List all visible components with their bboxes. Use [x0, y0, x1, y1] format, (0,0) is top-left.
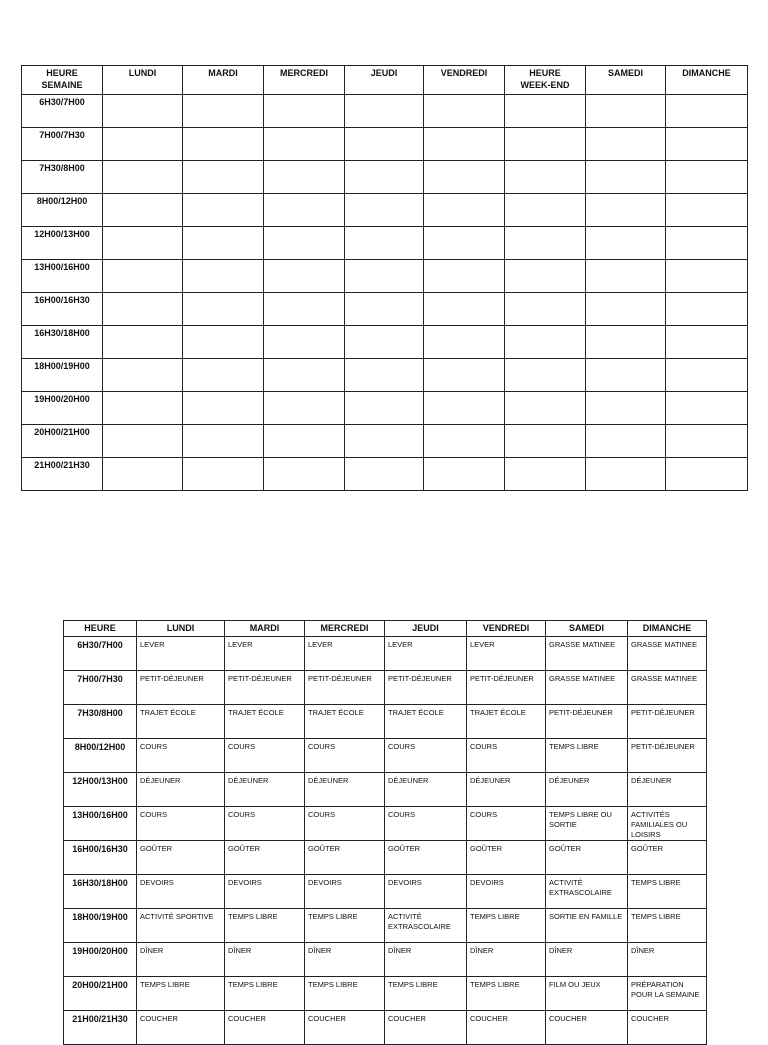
empty-cell [264, 293, 345, 326]
table-row [22, 293, 748, 326]
table-row [64, 705, 707, 739]
activity-cell: TRAJET ÉCOLE [137, 705, 225, 739]
activity-cell: GOÛTER [385, 841, 467, 875]
activity-cell: DÉJEUNER [137, 773, 225, 807]
empty-cell [424, 392, 505, 425]
activity-cell: ACTIVITÉS FAMILIALES OU LOISIRS [628, 807, 707, 841]
activity-cell: PETIT-DÉJEUNER [305, 671, 385, 705]
activity-cell: COURS [225, 807, 305, 841]
time-slot-cell: 7H30/8H00 [64, 705, 137, 739]
activity-cell: COUCHER [385, 1011, 467, 1045]
table-row [64, 841, 707, 875]
empty-cell [103, 293, 183, 326]
time-slot-cell: 12H00/13H00 [64, 773, 137, 807]
empty-cell [586, 161, 666, 194]
activity-cell: DÎNER [137, 943, 225, 977]
column-header: JEUDI [385, 621, 467, 637]
activity-cell: LEVER [305, 637, 385, 671]
activity-cell: GOÛTER [546, 841, 628, 875]
empty-cell [505, 425, 586, 458]
empty-cell [103, 128, 183, 161]
table-header-row [64, 621, 707, 637]
empty-cell [264, 425, 345, 458]
activity-cell: DEVOIRS [137, 875, 225, 909]
activity-cell: GRASSE MATINEE [628, 671, 707, 705]
empty-cell [345, 227, 424, 260]
time-slot-cell: 18H00/19H00 [64, 909, 137, 943]
table-row [64, 909, 707, 943]
activity-cell: GOÛTER [467, 841, 546, 875]
activity-cell: DEVOIRS [385, 875, 467, 909]
empty-cell [424, 326, 505, 359]
activity-cell: COURS [385, 807, 467, 841]
empty-cell [505, 95, 586, 128]
activity-cell: DÉJEUNER [385, 773, 467, 807]
activity-cell: DÉJEUNER [305, 773, 385, 807]
activity-cell: PRÉPARATION POUR LA SEMAINE [628, 977, 707, 1011]
empty-cell [586, 227, 666, 260]
blank-weekly-schedule-table [21, 65, 748, 491]
column-header: MERCREDI [305, 621, 385, 637]
empty-cell [183, 293, 264, 326]
empty-cell [345, 161, 424, 194]
empty-cell [264, 359, 345, 392]
empty-cell [586, 392, 666, 425]
time-slot-cell: 20H00/21H00 [22, 425, 103, 458]
time-slot-cell: 6H30/7H00 [22, 95, 103, 128]
activity-cell: TEMPS LIBRE [628, 875, 707, 909]
empty-cell [586, 293, 666, 326]
filled-weekly-schedule-table [63, 620, 707, 1045]
table-row [22, 425, 748, 458]
activity-cell: TEMPS LIBRE [467, 977, 546, 1011]
column-header: VENDREDI [467, 621, 546, 637]
activity-cell: GRASSE MATINEE [546, 671, 628, 705]
empty-cell [505, 194, 586, 227]
activity-cell: COURS [225, 739, 305, 773]
column-header: HEURE SEMAINE [22, 66, 103, 95]
time-slot-cell: 6H30/7H00 [64, 637, 137, 671]
empty-cell [264, 260, 345, 293]
activity-cell: TRAJET ÉCOLE [467, 705, 546, 739]
activity-cell: TRAJET ÉCOLE [385, 705, 467, 739]
empty-cell [183, 227, 264, 260]
time-slot-cell: 21H00/21H30 [64, 1011, 137, 1045]
empty-cell [505, 260, 586, 293]
activity-cell: PETIT-DÉJEUNER [628, 739, 707, 773]
time-slot-cell: 7H00/7H30 [22, 128, 103, 161]
table-row [22, 161, 748, 194]
empty-cell [345, 425, 424, 458]
empty-cell [586, 95, 666, 128]
empty-cell [424, 359, 505, 392]
activity-cell: TRAJET ÉCOLE [225, 705, 305, 739]
empty-cell [264, 95, 345, 128]
empty-cell [103, 194, 183, 227]
empty-cell [424, 293, 505, 326]
table-row [22, 128, 748, 161]
empty-cell [666, 425, 748, 458]
table-row [64, 977, 707, 1011]
time-slot-cell: 8H00/12H00 [22, 194, 103, 227]
activity-cell: TEMPS LIBRE [137, 977, 225, 1011]
empty-cell [183, 458, 264, 491]
empty-cell [505, 392, 586, 425]
empty-cell [103, 359, 183, 392]
column-header: DIMANCHE [666, 66, 748, 95]
activity-cell: LEVER [385, 637, 467, 671]
empty-cell [505, 458, 586, 491]
empty-cell [103, 227, 183, 260]
empty-cell [183, 359, 264, 392]
activity-cell: PETIT-DÉJEUNER [467, 671, 546, 705]
empty-cell [586, 260, 666, 293]
activity-cell: LEVER [137, 637, 225, 671]
empty-cell [264, 161, 345, 194]
empty-cell [586, 359, 666, 392]
empty-cell [424, 425, 505, 458]
empty-cell [424, 227, 505, 260]
empty-cell [586, 326, 666, 359]
table-row [22, 95, 748, 128]
empty-cell [505, 326, 586, 359]
activity-cell: DÎNER [225, 943, 305, 977]
activity-cell: ACTIVITÉ EXTRASCOLAIRE [546, 875, 628, 909]
activity-cell: COURS [385, 739, 467, 773]
empty-cell [586, 194, 666, 227]
activity-cell: COURS [467, 739, 546, 773]
column-header: SAMEDI [586, 66, 666, 95]
empty-cell [264, 458, 345, 491]
activity-cell: TEMPS LIBRE [305, 977, 385, 1011]
table-row [22, 392, 748, 425]
empty-cell [345, 293, 424, 326]
empty-cell [183, 326, 264, 359]
activity-cell: DÎNER [546, 943, 628, 977]
empty-cell [666, 227, 748, 260]
empty-cell [183, 128, 264, 161]
table-row [64, 943, 707, 977]
table-row [64, 739, 707, 773]
activity-cell: DEVOIRS [467, 875, 546, 909]
activity-cell: ACTIVITÉ SPORTIVE [137, 909, 225, 943]
time-slot-cell: 19H00/20H00 [64, 943, 137, 977]
activity-cell: TEMPS LIBRE OU SORTIE [546, 807, 628, 841]
empty-cell [666, 194, 748, 227]
column-header: JEUDI [345, 66, 424, 95]
table-row [22, 359, 748, 392]
time-slot-cell: 16H00/16H30 [22, 293, 103, 326]
empty-cell [345, 260, 424, 293]
column-header: MARDI [225, 621, 305, 637]
empty-cell [666, 161, 748, 194]
activity-cell: DÎNER [467, 943, 546, 977]
empty-cell [666, 260, 748, 293]
activity-cell: COURS [137, 807, 225, 841]
empty-cell [264, 128, 345, 161]
activity-cell: COURS [467, 807, 546, 841]
empty-cell [505, 293, 586, 326]
column-header: HEURE WEEK-END [505, 66, 586, 95]
activity-cell: PETIT-DÉJEUNER [546, 705, 628, 739]
empty-cell [264, 194, 345, 227]
activity-cell: DEVOIRS [305, 875, 385, 909]
activity-cell: COURS [137, 739, 225, 773]
activity-cell: GRASSE MATINEE [628, 637, 707, 671]
activity-cell: COUCHER [546, 1011, 628, 1045]
empty-cell [505, 359, 586, 392]
empty-cell [586, 425, 666, 458]
activity-cell: TEMPS LIBRE [305, 909, 385, 943]
time-slot-cell: 16H00/16H30 [64, 841, 137, 875]
activity-cell: COUCHER [628, 1011, 707, 1045]
time-slot-cell: 13H00/16H00 [22, 260, 103, 293]
time-slot-cell: 16H30/18H00 [64, 875, 137, 909]
activity-cell: LEVER [467, 637, 546, 671]
time-slot-cell: 18H00/19H00 [22, 359, 103, 392]
activity-cell: SORTIE EN FAMILLE [546, 909, 628, 943]
empty-cell [345, 392, 424, 425]
time-slot-cell: 12H00/13H00 [22, 227, 103, 260]
activity-cell: COURS [305, 739, 385, 773]
activity-cell: GOÛTER [225, 841, 305, 875]
activity-cell: ACTIVITÉ EXTRASCOLAIRE [385, 909, 467, 943]
empty-cell [424, 128, 505, 161]
activity-cell: TEMPS LIBRE [385, 977, 467, 1011]
activity-cell: TEMPS LIBRE [225, 909, 305, 943]
empty-cell [586, 458, 666, 491]
time-slot-cell: 20H00/21H00 [64, 977, 137, 1011]
activity-cell: TEMPS LIBRE [546, 739, 628, 773]
column-header: LUNDI [137, 621, 225, 637]
time-slot-cell: 16H30/18H00 [22, 326, 103, 359]
activity-cell: COUCHER [467, 1011, 546, 1045]
activity-cell: LEVER [225, 637, 305, 671]
activity-cell: GOÛTER [305, 841, 385, 875]
time-slot-cell: 21H00/21H30 [22, 458, 103, 491]
empty-cell [345, 359, 424, 392]
column-header: MARDI [183, 66, 264, 95]
empty-cell [103, 458, 183, 491]
empty-cell [424, 260, 505, 293]
empty-cell [666, 392, 748, 425]
time-slot-cell: 7H00/7H30 [64, 671, 137, 705]
activity-cell: FILM OU JEUX [546, 977, 628, 1011]
column-header: VENDREDI [424, 66, 505, 95]
activity-cell: COUCHER [225, 1011, 305, 1045]
table-header-row [22, 66, 748, 95]
empty-cell [345, 326, 424, 359]
activity-cell: DÉJEUNER [225, 773, 305, 807]
table-row [22, 227, 748, 260]
time-slot-cell: 8H00/12H00 [64, 739, 137, 773]
empty-cell [666, 326, 748, 359]
activity-cell: TEMPS LIBRE [628, 909, 707, 943]
empty-cell [183, 260, 264, 293]
time-slot-cell: 19H00/20H00 [22, 392, 103, 425]
column-header: LUNDI [103, 66, 183, 95]
table-row [64, 671, 707, 705]
time-slot-cell: 13H00/16H00 [64, 807, 137, 841]
activity-cell: DÉJEUNER [546, 773, 628, 807]
activity-cell: GOÛTER [628, 841, 707, 875]
empty-cell [424, 95, 505, 128]
empty-cell [505, 161, 586, 194]
activity-cell: PETIT-DÉJEUNER [225, 671, 305, 705]
activity-cell: TEMPS LIBRE [467, 909, 546, 943]
empty-cell [183, 95, 264, 128]
activity-cell: COUCHER [137, 1011, 225, 1045]
empty-cell [103, 161, 183, 194]
empty-cell [345, 194, 424, 227]
empty-cell [666, 95, 748, 128]
empty-cell [424, 161, 505, 194]
time-slot-cell: 7H30/8H00 [22, 161, 103, 194]
column-header: SAMEDI [546, 621, 628, 637]
table-row [22, 326, 748, 359]
empty-cell [666, 359, 748, 392]
empty-cell [183, 194, 264, 227]
empty-cell [103, 392, 183, 425]
table-row [22, 458, 748, 491]
table-row [64, 875, 707, 909]
activity-cell: GRASSE MATINEE [546, 637, 628, 671]
activity-cell: PETIT-DÉJEUNER [137, 671, 225, 705]
empty-cell [103, 326, 183, 359]
table-row [22, 260, 748, 293]
activity-cell: TEMPS LIBRE [225, 977, 305, 1011]
empty-cell [666, 458, 748, 491]
empty-cell [424, 458, 505, 491]
empty-cell [183, 425, 264, 458]
empty-cell [345, 95, 424, 128]
empty-cell [103, 95, 183, 128]
empty-cell [264, 392, 345, 425]
table-row [22, 194, 748, 227]
activity-cell: COUCHER [305, 1011, 385, 1045]
empty-cell [103, 425, 183, 458]
empty-cell [505, 227, 586, 260]
activity-cell: DÉJEUNER [628, 773, 707, 807]
activity-cell: DEVOIRS [225, 875, 305, 909]
activity-cell: DÉJEUNER [467, 773, 546, 807]
activity-cell: GOÛTER [137, 841, 225, 875]
activity-cell: PETIT-DÉJEUNER [628, 705, 707, 739]
activity-cell: PETIT-DÉJEUNER [385, 671, 467, 705]
empty-cell [183, 161, 264, 194]
table-row [64, 773, 707, 807]
column-header: HEURE [64, 621, 137, 637]
activity-cell: DÎNER [305, 943, 385, 977]
activity-cell: DÎNER [385, 943, 467, 977]
empty-cell [505, 128, 586, 161]
empty-cell [666, 293, 748, 326]
activity-cell: DÎNER [628, 943, 707, 977]
empty-cell [103, 260, 183, 293]
empty-cell [264, 326, 345, 359]
table-row [64, 1011, 707, 1045]
activity-cell: TRAJET ÉCOLE [305, 705, 385, 739]
column-header: DIMANCHE [628, 621, 707, 637]
activity-cell: COURS [305, 807, 385, 841]
empty-cell [424, 194, 505, 227]
column-header: MERCREDI [264, 66, 345, 95]
empty-cell [345, 458, 424, 491]
empty-cell [264, 227, 345, 260]
empty-cell [183, 392, 264, 425]
table-row [64, 637, 707, 671]
empty-cell [345, 128, 424, 161]
empty-cell [666, 128, 748, 161]
table-row [64, 807, 707, 841]
empty-cell [586, 128, 666, 161]
